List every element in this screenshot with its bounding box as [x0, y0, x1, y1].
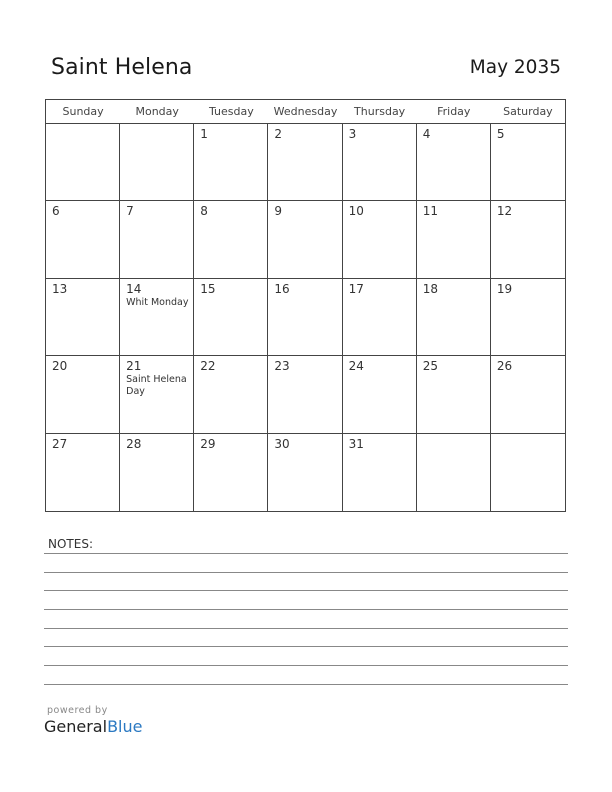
note-line	[44, 684, 568, 685]
day-cell	[194, 279, 268, 356]
day-cell	[343, 356, 417, 433]
day-number: 23	[274, 359, 290, 374]
day-number: 19	[496, 281, 513, 296]
day-cell	[46, 434, 120, 511]
day-cell	[268, 124, 342, 201]
brand-name-part2: Blue	[107, 717, 143, 736]
note-line	[44, 590, 568, 591]
day-cell	[417, 434, 491, 511]
day-number: 6	[52, 204, 60, 219]
day-number: 20	[52, 359, 68, 374]
day-number: 10	[348, 204, 364, 219]
powered-by-text: powered by	[47, 705, 108, 716]
weekday-saturday: Saturday	[503, 105, 553, 118]
day-cell	[46, 201, 120, 278]
day-number: 9	[274, 204, 283, 219]
day-number: 1	[200, 127, 208, 141]
day-cell	[491, 434, 565, 511]
weekday-monday: Monday	[135, 105, 179, 118]
day-number: 29	[200, 436, 216, 451]
weekday-tuesday: Tuesday	[208, 105, 254, 118]
day-cell	[417, 201, 491, 278]
day-number: 31	[348, 436, 364, 451]
day-number: 21	[126, 359, 142, 374]
holiday-label: Whit Monday	[126, 296, 189, 308]
day-number: 18	[422, 281, 438, 296]
brand-logo[interactable]	[44, 717, 142, 736]
day-cell	[343, 434, 417, 511]
holiday-label: Saint Helena Day	[126, 374, 187, 398]
note-line	[44, 628, 568, 629]
weekday-sunday: Sunday	[62, 105, 104, 118]
notes-label: NOTES:	[48, 537, 93, 551]
day-number: 15	[200, 281, 216, 296]
day-number: 8	[200, 204, 208, 219]
note-line	[44, 665, 568, 666]
day-number: 11	[422, 204, 438, 219]
note-line	[44, 553, 568, 554]
day-cell	[268, 356, 342, 433]
day-number: 25	[422, 359, 438, 374]
day-cell	[417, 124, 491, 201]
weekday-thursday: Thursday	[354, 105, 406, 118]
day-cell	[46, 124, 120, 201]
day-cell	[343, 279, 417, 356]
day-cell	[268, 279, 342, 356]
day-number: 2	[274, 127, 283, 141]
weekday-wednesday: Wednesday	[273, 105, 338, 118]
calendar-grid	[45, 99, 566, 512]
day-number: 12	[496, 204, 513, 219]
day-cell	[491, 201, 565, 278]
day-number: 14	[126, 281, 142, 296]
day-cell	[120, 434, 194, 511]
brand-name-part1: General	[44, 717, 108, 736]
day-cell	[46, 279, 120, 356]
day-cell	[343, 124, 417, 201]
day-cell	[120, 356, 194, 433]
day-number: 3	[348, 127, 357, 141]
day-number: 17	[348, 281, 364, 296]
day-number: 26	[496, 359, 513, 374]
days-grid	[46, 124, 565, 511]
day-cell	[194, 434, 268, 511]
day-number: 5	[496, 127, 505, 141]
day-number: 13	[52, 281, 68, 296]
day-cell	[417, 356, 491, 433]
note-line	[44, 572, 568, 573]
day-number: 28	[126, 436, 142, 451]
day-number: 27	[52, 436, 68, 451]
day-number: 4	[422, 127, 431, 141]
day-cell	[120, 279, 194, 356]
day-cell	[491, 356, 565, 433]
weekday-header-row	[46, 100, 565, 124]
month-year-title: May 2035	[469, 57, 561, 78]
day-cell	[120, 201, 194, 278]
day-cell	[268, 434, 342, 511]
country-title: Saint Helena	[51, 55, 193, 80]
note-line	[44, 646, 568, 647]
day-cell	[491, 279, 565, 356]
day-cell	[417, 279, 491, 356]
day-number: 16	[274, 281, 290, 296]
day-number: 24	[348, 359, 364, 374]
day-number: 7	[126, 204, 134, 219]
day-cell	[194, 124, 268, 201]
day-number: 22	[200, 359, 216, 374]
weekday-friday: Friday	[437, 105, 471, 118]
day-cell	[194, 356, 268, 433]
day-number: 30	[274, 436, 290, 451]
day-cell	[491, 124, 565, 201]
note-line	[44, 609, 568, 610]
day-cell	[194, 201, 268, 278]
day-cell	[268, 201, 342, 278]
day-cell	[343, 201, 417, 278]
day-cell	[46, 356, 120, 433]
day-cell	[120, 124, 194, 201]
